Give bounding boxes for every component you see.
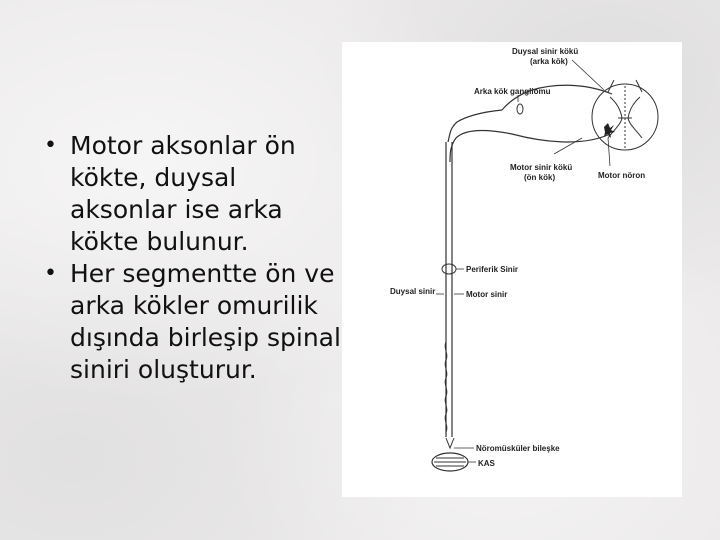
label-muscle: KAS (478, 459, 495, 468)
muscle (432, 438, 468, 471)
label-dorsal-root-sub: (arka kök) (530, 57, 568, 66)
label-sensory-nerve: Duysal sinir (390, 287, 436, 296)
label-dorsal-ganglion: Arka kök gangliomu (474, 87, 551, 96)
leader-lines (436, 60, 610, 462)
label-motor-root: Motor sinir kökü (510, 163, 573, 172)
peripheral-nerve-marker (442, 264, 456, 274)
bullet-text: Her segmentte ön ve arka kökler omurilik dışında birleşip spinal siniri oluşturur. (70, 259, 341, 384)
dorsal-ganglion (517, 104, 523, 114)
label-nmj: Nöromüsküler bileşke (476, 444, 560, 453)
spinal-nerve-diagram (342, 42, 682, 497)
bullet-text: Motor aksonlar ön kökte, duysal aksonlar ise arka kökte bulunur. (70, 131, 296, 256)
label-dorsal-root: Duysal sinir kökü (512, 47, 579, 56)
bullet-item (40, 258, 350, 386)
bullet-dot: • (44, 133, 57, 158)
label-motor-neuron: Motor nöron (598, 171, 646, 180)
ventral-root-fiber (450, 131, 610, 162)
spinal-nerve-figure (342, 42, 682, 497)
bullet-list (40, 130, 350, 386)
label-peripheral-nerve: Periferik Sinir (466, 265, 519, 274)
label-motor-root-sub: (ön kök) (524, 173, 556, 182)
bullet-item (40, 130, 350, 258)
label-motor-nerve: Motor sinir (466, 290, 508, 299)
bullet-dot: • (44, 261, 57, 286)
